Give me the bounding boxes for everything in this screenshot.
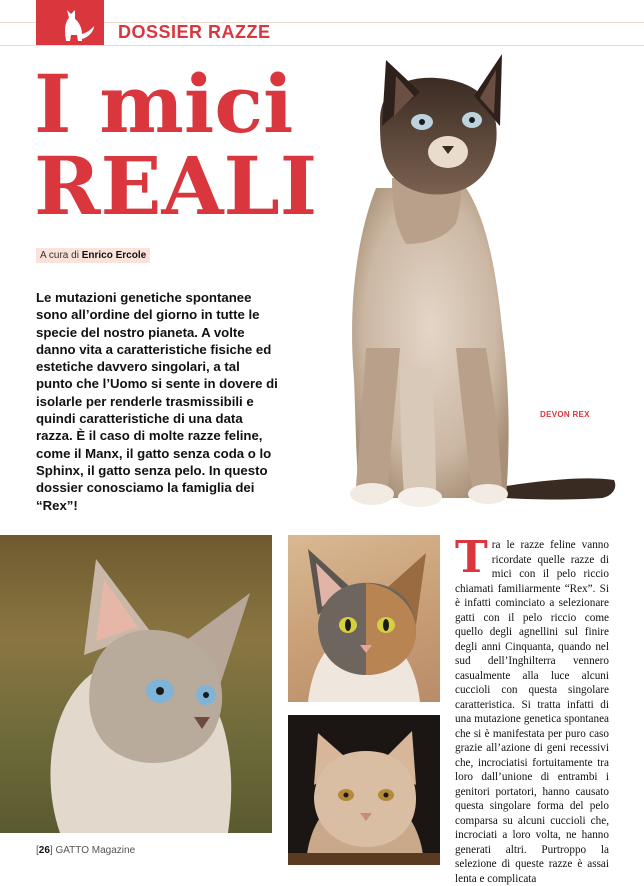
- drop-cap: T: [455, 532, 488, 583]
- devon-rex-photo: [296, 48, 626, 518]
- section-icon-box: [36, 0, 104, 45]
- calico-cat-image: [288, 535, 440, 702]
- cat-photo-curly: [288, 715, 440, 865]
- cat-photo-calico: [288, 535, 440, 702]
- page-number: 26: [38, 845, 50, 856]
- lead-paragraph: Le mutazioni genetiche spontanee sono all’ordine del giorno in tutte le specie del nostro pianeta. A volte danno vita a caratteristiche fisiche ed estetiche davvero singolari, a tal punto che l’Uomo si sente in dovere di isolarle per renderle trasmissibili e quindi caratteristiche di una data razza. È il caso di molte razze feline, come il Manx, il gatto senza coda o lo Sphinx, il gatto senza pelo. In questo dossier conosciamo la famiglia dei “Rex”!: [36, 290, 278, 513]
- curly-cat-image: [288, 715, 440, 865]
- blue-eyed-cat-image: [0, 535, 272, 833]
- magazine-name: GATTO Magazine: [55, 845, 136, 856]
- byline-prefix: A cura di: [40, 250, 79, 261]
- page-footer: [26] GATTO Magazine: [36, 845, 136, 856]
- body-paragraph: ra le razze feline vanno ricordate quelle razze di mici con il pelo riccio chiamati familiarmente “Rex”. Si è infatti cominciato a selezionare gatti con il pelo riccio come quello degli agnellini sul finire degli anni Cinquanta, quando nel sud dell’Inghilterra vennero casualmente alla luce alcuni cuccioli con questa singolare caratteristica. Si tratta infatti di una mutazione genetica spontanea che si è manifestata per puro caso grazie all’azione di geni recessivi che, incrociatisi fortuitamente tra loro dall’unione di entrambi i genitori portatori, hanno causato questa singolare forma del pelo comparsa su alcuni cuccioli che, incrociati a loro volta, ne hanno generati altri. Purtroppo la selezione di queste razze è assai lenta e complicata: [455, 539, 609, 885]
- body-text: [455, 532, 609, 886]
- cat-silhouette-icon: [36, 0, 104, 45]
- section-title: DOSSIER RAZZE: [118, 22, 271, 42]
- headline-line-1: I mici: [34, 57, 294, 151]
- cat-photo-blue-eyes: [0, 535, 272, 833]
- byline-author: Enrico Ercole: [81, 250, 147, 261]
- photo-caption: DEVON REX: [540, 410, 590, 419]
- headline-line-2: REALI: [34, 139, 318, 233]
- header-rule-bottom: [0, 45, 644, 46]
- byline: [36, 248, 150, 263]
